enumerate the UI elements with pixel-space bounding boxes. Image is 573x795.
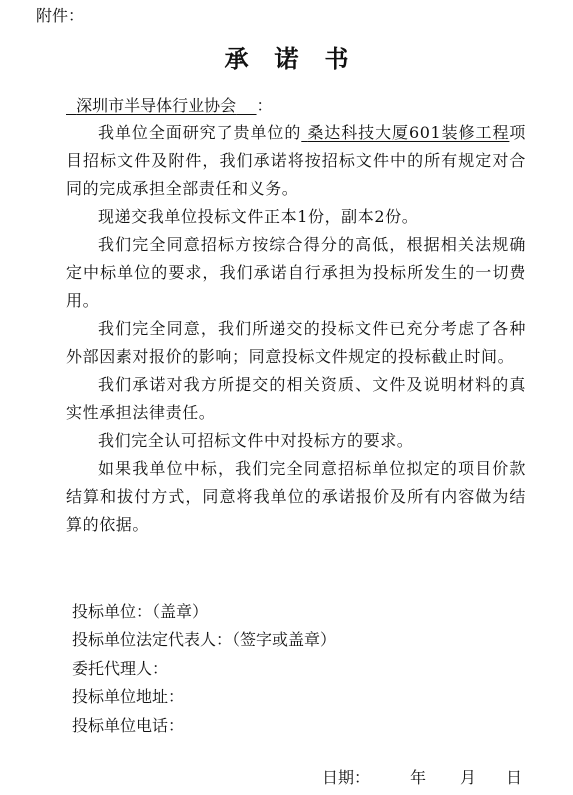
attachment-label: 附件： xyxy=(36,6,85,25)
paragraph-1 xyxy=(66,119,526,203)
date-day: 日 xyxy=(506,768,523,787)
addressee-name: 深圳市半导体行业协会 xyxy=(76,96,237,115)
signature-block xyxy=(72,598,336,740)
paragraph-4: 我们完全同意，我们所递交的投标文件已充分考虑了各种外部因素对报价的影响；同意投标文件规定的投标截止时间。 xyxy=(66,319,526,366)
legal-representative-line: 投标单位法定代表人：（签字或盖章） xyxy=(72,630,337,650)
paragraph-6: 我们完全认可招标文件中对投标方的要求。 xyxy=(98,431,414,450)
bidder-phone-line: 投标单位电话： xyxy=(72,715,185,735)
bidder-unit-line: 投标单位：（盖章） xyxy=(72,602,209,621)
project-name: 桑达科技大厦601装修工程 xyxy=(307,123,510,142)
paragraph-3: 我们完全同意招标方按综合得分的高低，根据相关法规确定中标单位的要求，我们承诺自行承担为投标所发生的一切费用。 xyxy=(66,235,526,310)
date-label: 日期： xyxy=(322,768,371,787)
date-year: 年 xyxy=(410,768,427,787)
paragraph-2: 现递交我单位投标文件正本1份，副本2份。 xyxy=(98,207,419,226)
addressee xyxy=(66,96,273,116)
paragraph-1-prefix: 我单位全面研究了贵单位的 xyxy=(98,123,302,142)
paragraph-1-suffix: 项目招标文件及附件，我们承诺将按招标文件中的所有规定对合同的完成承担全部责任和义务。 xyxy=(66,123,526,198)
addressee-colon: ： xyxy=(256,96,273,115)
date-line xyxy=(322,768,522,788)
date-month: 月 xyxy=(460,768,477,787)
bidder-address-line: 投标单位地址： xyxy=(72,687,185,707)
agent-line: 委托代理人： xyxy=(72,658,169,678)
paragraph-5: 我们承诺对我方所提交的相关资质、文件及说明材料的真实性承担法律责任。 xyxy=(66,375,526,422)
commitment-body xyxy=(66,119,526,539)
paragraph-7: 如果我单位中标，我们完全同意招标单位拟定的项目价款结算和拔付方式，同意将我单位的承诺报价及所有内容做为结算的依据。 xyxy=(66,459,526,534)
page-title: 承诺书 xyxy=(224,44,375,73)
